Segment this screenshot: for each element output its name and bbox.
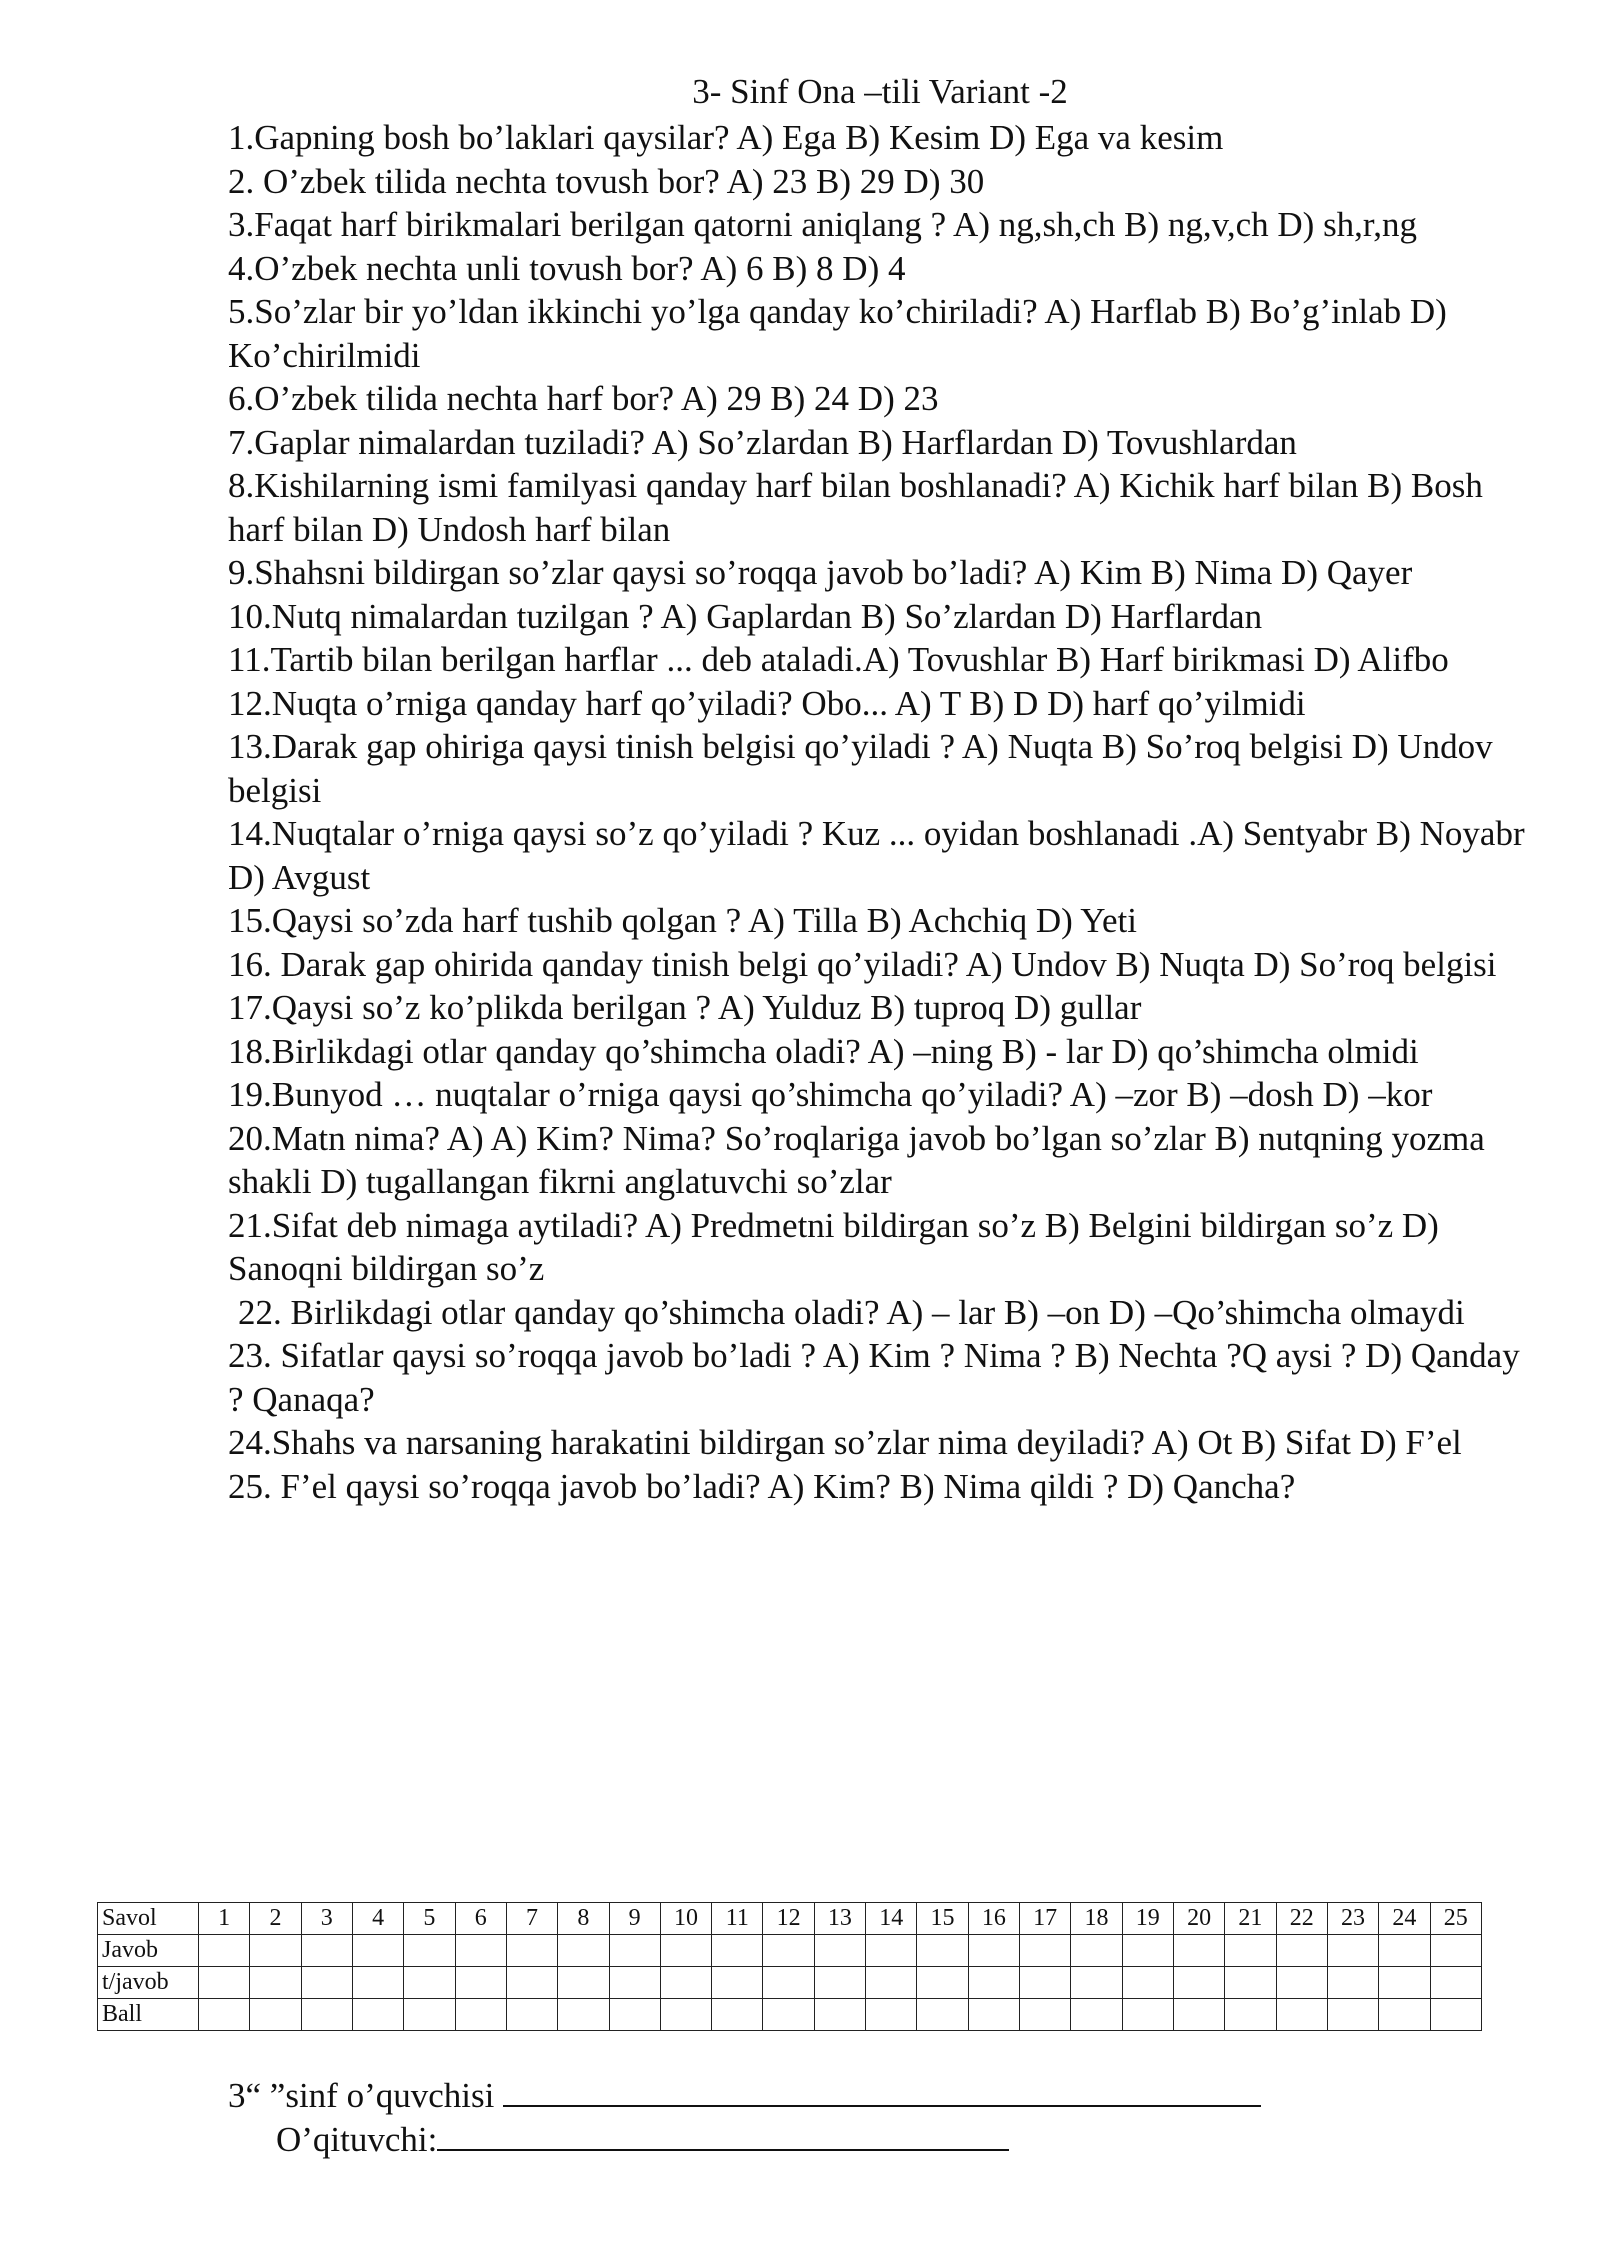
question-16: 16. Darak gap ohirida qanday tinish belgi qo’yiladi? A) Undov B) Nuqta D) So’roq belgisi [228, 944, 1497, 984]
question-number-cell: 25 [1430, 1903, 1482, 1935]
question-number-cell: 16 [968, 1903, 1019, 1935]
question-number-cell: 3 [301, 1903, 352, 1935]
question-14: 14.Nuqtalar o’rniga qaysi so’z qo’yiladi ? Kuz ... oyidan boshlanadi .A) Sentyabr B) Noyabr D) Avgust [228, 814, 1525, 897]
question-number-cell: 1 [199, 1903, 250, 1935]
teacher-signature-row [276, 2118, 1009, 2162]
question-list [228, 116, 1528, 1508]
question-number-cell: 22 [1276, 1903, 1327, 1935]
score-cell[interactable] [1225, 1999, 1276, 2031]
question-number-cell: 6 [455, 1903, 506, 1935]
student-signature-row [228, 2074, 1261, 2118]
score-cell[interactable] [1122, 1999, 1173, 2031]
question-number-cell: 12 [763, 1903, 814, 1935]
question-number-cell: 4 [352, 1903, 403, 1935]
score-cell[interactable] [814, 1999, 865, 2031]
question-17: 17.Qaysi so’z ko’plikda berilgan ? A) Yulduz B) tuproq D) gullar [228, 988, 1142, 1027]
question-5: 5.So’zlar bir yo’ldan ikkinchi yo’lga qanday ko’chiriladi? A) Harflab B) Bo’g’inlab D) Ko’chirilmidi [228, 292, 1447, 375]
correct-answer-cell[interactable] [763, 1967, 814, 1999]
question-number-cell: 9 [609, 1903, 660, 1935]
correct-answer-cell[interactable] [1173, 1967, 1224, 1999]
answer-cell[interactable] [250, 1935, 301, 1967]
answer-cell[interactable] [866, 1935, 917, 1967]
question-6: 6.O’zbek tilida nechta harf bor? A) 29 B) 24 D) 23 [228, 379, 939, 418]
row-label-tjavob: t/javob [98, 1967, 199, 1999]
score-cell[interactable] [301, 1999, 352, 2031]
answer-cell[interactable] [1020, 1935, 1071, 1967]
score-cell[interactable] [1430, 1999, 1482, 2031]
question-24: 24.Shahs va narsaning harakatini bildirgan so’zlar nima deyiladi? A) Ot B) Sifat D) F’el [228, 1423, 1462, 1462]
row-label-ball: Ball [98, 1999, 199, 2031]
question-number-cell: 7 [506, 1903, 557, 1935]
score-cell[interactable] [506, 1999, 557, 2031]
answer-cell[interactable] [301, 1935, 352, 1967]
answer-cell[interactable] [352, 1935, 403, 1967]
row-label-savol: Savol [98, 1903, 199, 1935]
question-18: 18.Birlikdagi otlar qanday qo’shimcha oladi? A) –ning B) - lar D) qo’shimcha olmidi [228, 1031, 1419, 1071]
question-number-cell: 10 [660, 1903, 711, 1935]
question-number-cell: 20 [1173, 1903, 1224, 1935]
correct-answer-cell[interactable] [1225, 1967, 1276, 1999]
answer-cell[interactable] [1122, 1935, 1173, 1967]
correct-answer-cell[interactable] [1379, 1967, 1430, 1999]
answer-table-row-tjavob [98, 1967, 1482, 1999]
question-20: 20.Matn nima? A) A) Kim? Nima? So’roqlariga javob bo’lgan so’zlar B) nutqning yozma shakli D) tugallangan fikrni anglatuvchi so’zlar [228, 1118, 1485, 1201]
answer-cell[interactable] [1173, 1935, 1224, 1967]
answer-cell[interactable] [455, 1935, 506, 1967]
question-19: 19.Bunyod … nuqtalar o’rniga qaysi qo’shimcha qo’yiladi? A) –zor B) –dosh D) –kor [228, 1075, 1433, 1114]
score-cell[interactable] [660, 1999, 711, 2031]
score-cell[interactable] [866, 1999, 917, 2031]
score-cell[interactable] [250, 1999, 301, 2031]
correct-answer-cell[interactable] [712, 1967, 763, 1999]
question-7: 7.Gaplar nimalardan tuziladi? A) So’zlardan B) Harflardan D) Tovushlardan [228, 422, 1297, 462]
score-cell[interactable] [199, 1999, 250, 2031]
question-number-cell: 15 [917, 1903, 968, 1935]
student-label: 3“ ”sinf o’quvchisi [228, 2076, 504, 2115]
correct-answer-cell[interactable] [404, 1967, 455, 1999]
score-cell[interactable] [1173, 1999, 1224, 2031]
correct-answer-cell[interactable] [1430, 1967, 1482, 1999]
question-number-cell: 8 [558, 1903, 609, 1935]
answer-cell[interactable] [609, 1935, 660, 1967]
answer-cell[interactable] [558, 1935, 609, 1967]
correct-answer-cell[interactable] [250, 1967, 301, 1999]
score-cell[interactable] [1379, 1999, 1430, 2031]
question-15: 15.Qaysi so’zda harf tushib qolgan ? A) Tilla B) Achchiq D) Yeti [228, 901, 1137, 940]
question-number-cell: 18 [1071, 1903, 1122, 1935]
answer-cell[interactable] [1276, 1935, 1327, 1967]
score-cell[interactable] [1020, 1999, 1071, 2031]
question-number-cell: 17 [1020, 1903, 1071, 1935]
question-number-cell: 5 [404, 1903, 455, 1935]
correct-answer-cell[interactable] [917, 1967, 968, 1999]
correct-answer-cell[interactable] [1071, 1967, 1122, 1999]
score-cell[interactable] [712, 1999, 763, 2031]
question-9: 9.Shahsni bildirgan so’zlar qaysi so’roqqa javob bo’ladi? A) Kim B) Nima D) Qayer [228, 553, 1413, 592]
question-13: 13.Darak gap ohiriga qaysi tinish belgisi qo’yiladi ? A) Nuqta B) So’roq belgisi D) Undov belgisi [228, 727, 1493, 810]
correct-answer-cell[interactable] [301, 1967, 352, 1999]
answer-table-row-ball [98, 1999, 1482, 2031]
student-name-line[interactable] [503, 2075, 1261, 2107]
score-cell[interactable] [763, 1999, 814, 2031]
teacher-name-line[interactable] [437, 2119, 1009, 2151]
correct-answer-cell[interactable] [199, 1967, 250, 1999]
score-cell[interactable] [404, 1999, 455, 2031]
answer-table-row-javob [98, 1935, 1482, 1967]
answer-cell[interactable] [1327, 1935, 1378, 1967]
answer-cell[interactable] [917, 1935, 968, 1967]
question-1: 1.Gapning bosh bo’laklari qaysilar? A) Ega B) Kesim D) Ega va kesim [228, 118, 1224, 157]
correct-answer-cell[interactable] [455, 1967, 506, 1999]
score-cell[interactable] [352, 1999, 403, 2031]
score-cell[interactable] [609, 1999, 660, 2031]
score-cell[interactable] [1071, 1999, 1122, 2031]
correct-answer-cell[interactable] [866, 1967, 917, 1999]
question-8: 8.Kishilarning ismi familyasi qanday harf bilan boshlanadi? A) Kichik harf bilan B) Bosh harf bilan D) Undosh harf bilan [228, 466, 1483, 549]
answer-cell[interactable] [968, 1935, 1019, 1967]
correct-answer-cell[interactable] [1122, 1967, 1173, 1999]
correct-answer-cell[interactable] [1276, 1967, 1327, 1999]
question-25: 25. F’el qaysi so’roqqa javob bo’ladi? A) Kim? B) Nima qildi ? D) Qancha? [228, 1466, 1296, 1506]
correct-answer-cell[interactable] [1327, 1967, 1378, 1999]
score-cell[interactable] [455, 1999, 506, 2031]
question-number-cell: 14 [866, 1903, 917, 1935]
question-23: 23. Sifatlar qaysi so’roqqa javob bo’ladi ? A) Kim ? Nima ? B) Nechta ?Q aysi ? D) Qanday ? Qanaqa? [228, 1336, 1520, 1419]
question-3: 3.Faqat harf birikmalari berilgan qatorni aniqlang ? A) ng,sh,ch B) ng,v,ch D) sh,r,ng [228, 205, 1417, 244]
correct-answer-cell[interactable] [352, 1967, 403, 1999]
question-number-cell: 11 [712, 1903, 763, 1935]
row-label-javob: Javob [98, 1935, 199, 1967]
answer-cell[interactable] [814, 1935, 865, 1967]
question-number-cell: 19 [1122, 1903, 1173, 1935]
document-title: 3- Sinf Ona –tili Variant -2 [692, 72, 1068, 111]
correct-answer-cell[interactable] [968, 1967, 1019, 1999]
answer-cell[interactable] [506, 1935, 557, 1967]
question-21: 21.Sifat deb nimaga aytiladi? A) Predmetni bildirgan so’z B) Belgini bildirgan so’z D) Sanoqni bildirgan so’z [228, 1205, 1439, 1288]
score-cell[interactable] [1276, 1999, 1327, 2031]
correct-answer-cell[interactable] [506, 1967, 557, 1999]
answer-cell[interactable] [199, 1935, 250, 1967]
question-11: 11.Tartib bilan berilgan harflar ... deb ataladi.A) Tovushlar B) Harf birikmasi D) Alifbo [228, 640, 1449, 679]
question-number-cell: 13 [814, 1903, 865, 1935]
teacher-label: O’qituvchi: [276, 2120, 438, 2159]
score-cell[interactable] [968, 1999, 1019, 2031]
score-cell[interactable] [917, 1999, 968, 2031]
question-4: 4.O’zbek nechta unli tovush bor? A) 6 B) 8 D) 4 [228, 248, 906, 288]
question-number-cell: 23 [1327, 1903, 1378, 1935]
answer-cell[interactable] [404, 1935, 455, 1967]
correct-answer-cell[interactable] [1020, 1967, 1071, 1999]
answer-cell[interactable] [763, 1935, 814, 1967]
question-number-cell: 21 [1225, 1903, 1276, 1935]
score-cell[interactable] [1327, 1999, 1378, 2031]
score-cell[interactable] [558, 1999, 609, 2031]
question-22: 22. Birlikdagi otlar qanday qo’shimcha oladi? A) – lar B) –on D) –Qo’shimcha olmaydi [238, 1292, 1465, 1332]
question-12: 12.Nuqta o’rniga qanday harf qo’yiladi? Obo... A) T B) D D) harf qo’yilmidi [228, 683, 1306, 723]
correct-answer-cell[interactable] [660, 1967, 711, 1999]
question-number-cell: 2 [250, 1903, 301, 1935]
question-2: 2. O’zbek tilida nechta tovush bor? A) 23 B) 29 D) 30 [228, 161, 985, 201]
answer-table [97, 1902, 1482, 2031]
answer-cell[interactable] [1225, 1935, 1276, 1967]
correct-answer-cell[interactable] [814, 1967, 865, 1999]
answer-cell[interactable] [1379, 1935, 1430, 1967]
answer-cell[interactable] [1071, 1935, 1122, 1967]
answer-cell[interactable] [712, 1935, 763, 1967]
answer-cell[interactable] [1430, 1935, 1482, 1967]
correct-answer-cell[interactable] [609, 1967, 660, 1999]
answer-table-row-savol [98, 1903, 1482, 1935]
question-10: 10.Nutq nimalardan tuzilgan ? A) Gaplardan B) So’zlardan D) Harflardan [228, 596, 1263, 636]
correct-answer-cell[interactable] [558, 1967, 609, 1999]
question-number-cell: 24 [1379, 1903, 1430, 1935]
answer-cell[interactable] [660, 1935, 711, 1967]
